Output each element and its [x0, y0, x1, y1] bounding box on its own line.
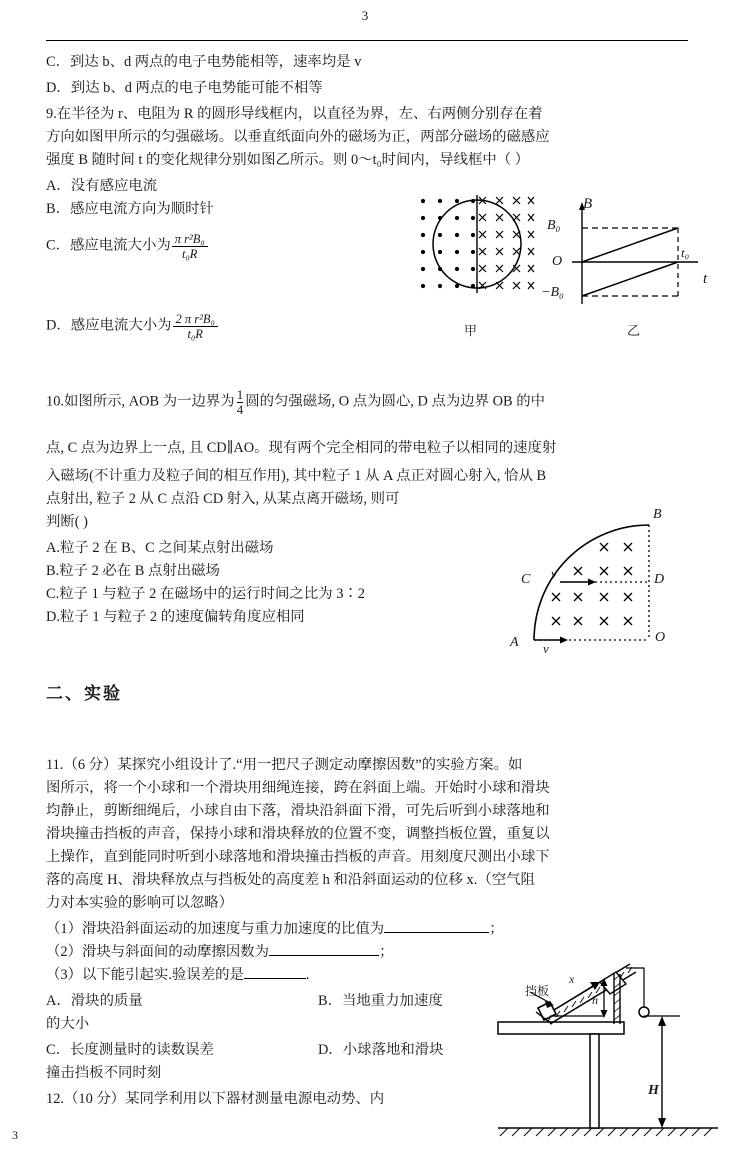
q9-graph-x-axis-label: t [703, 271, 708, 287]
q10-figure-label-D: D [654, 572, 665, 587]
q10-option-c-text: C.粒子 1 与粒子 2 在磁场中的运行时间之比为 3∶2 [46, 586, 365, 602]
q9-option-b-text: B．感应电流方向为顺时针 [46, 201, 214, 217]
q11-option-c [46, 1040, 214, 1061]
q11-line-4 [46, 824, 696, 845]
q10-option-d-text: D.粒子 1 与粒子 2 的速度偏转角度应相同 [46, 609, 305, 625]
q10-figure-label-O: O [655, 630, 666, 645]
q10-stem-line-4 [46, 489, 516, 510]
q11-answer-blank-1[interactable] [384, 932, 489, 933]
q10-stem-line-3 [46, 466, 696, 487]
q11-line-1-text: 11.（6 分）某探究小组设计了.“用一把尺子测定动摩擦因数”的实验方案。如 [46, 757, 523, 773]
q11-figure-h-label: h [592, 993, 598, 1007]
header-rule [46, 40, 688, 41]
q11-option-a-continuation [46, 1014, 89, 1035]
q11-line-5-text: 上操作，直到能同时听到小球落地和滑块撞击挡板的声音。用刻度尺测出小球下 [46, 849, 550, 865]
page-footer-number: 3 [12, 1128, 18, 1142]
q9-figure-jia [415, 193, 535, 313]
q10-stem-line-2 [46, 438, 696, 459]
q9-stem-line-2 [46, 127, 694, 148]
q10-stem-line-5 [46, 512, 88, 533]
q9-option-d [46, 312, 219, 343]
q9-option-d-numerator: 2 π r²B₀ [175, 312, 215, 326]
q10-figure-velocity-label-c: v [551, 566, 557, 581]
q11-option-a-text: A．滑块的质量 [46, 993, 143, 1009]
q10-stem-3-text: 入磁场(不计重力及粒子间的相互作用), 其中粒子 1 从 A 点正对圆心射入, 恰从 B [46, 468, 547, 484]
q11-line-7-text: 力对本实验的影响可以忽略） [46, 895, 234, 911]
q11-option-c-text: C．长度测量时的读数误差 [46, 1042, 214, 1058]
q11-option-b [318, 991, 443, 1012]
q11-option-b-text: B．当地重力加速度 [318, 993, 443, 1009]
q9-graph-x-tick: t₀ [681, 245, 690, 260]
q11-sub2-text: （2）滑块与斜面间的动摩擦因数为 [46, 944, 270, 960]
section-heading-experiment: 二、实验 [46, 684, 122, 703]
q8-option-d [46, 78, 686, 99]
q11-figure-x-label: x [569, 972, 575, 986]
q11-option-a-cont-text: 的大小 [46, 1016, 90, 1032]
q11-sub3-text: （3）以下能引起实.验误差的是 [46, 967, 244, 983]
q9-option-a [46, 176, 157, 197]
q11-line-1 [46, 755, 696, 776]
q11-sub1-tail: ； [489, 921, 504, 937]
page-header-number: 3 [361, 8, 369, 23]
q11-option-d-cont-text: 撞击挡板不同时刻 [46, 1065, 162, 1081]
q9-option-c-numerator: π r²B₀ [174, 232, 205, 246]
q11-figure-H-label: H [648, 1083, 659, 1098]
q10-option-b [46, 561, 220, 582]
q11-sub2-tail: ； [379, 944, 394, 960]
q9-option-d-label: D．感应电流大小为 [46, 317, 172, 334]
q10-stem-a-text: 10.如图所示, AOB 为一边界为 [46, 393, 235, 410]
q9-stem-3-text: 强度 B 随时间 t 的变化规律分别如图乙所示。则 0～t₀时间内，导线框中（ ） [46, 152, 530, 168]
q11-answer-blank-2[interactable] [269, 955, 379, 956]
q10-option-a-text: A.粒子 2 在 B、C 之间某点射出磁场 [46, 540, 274, 556]
q9-option-a-text: A．没有感应电流 [46, 178, 158, 194]
q11-line-4-text: 滑块撞击挡板的声音，保持小球和滑块释放的位置不变，调整挡板位置，重复以 [46, 826, 550, 842]
q10-figure-label-A: A [510, 635, 519, 650]
q11-sub-question-2 [46, 942, 393, 963]
q9-option-c-label: C．感应电流大小为 [46, 237, 171, 254]
q11-option-d-continuation [46, 1063, 161, 1084]
q10-option-a [46, 538, 273, 559]
q11-figure-baffle-label: 挡板 [525, 984, 550, 998]
q9-graph-y-tick-positive: B₀ [547, 218, 561, 233]
q10-fraction-denominator: 4 [236, 401, 244, 417]
q9-option-d-fraction [173, 312, 218, 343]
q9-graph-y-tick-negative: −B₀ [541, 285, 564, 300]
q9-stem-2-text: 方向如图甲所示的匀强磁场。以垂直纸面向外的磁场为正，两部分磁场的磁感应 [46, 129, 550, 145]
q11-option-d-text: D．小球落地和滑块 [318, 1042, 444, 1058]
q9-stem-line-3 [46, 150, 694, 171]
q9-option-c [46, 232, 209, 263]
q10-figure-velocity-label-a: v [543, 641, 549, 656]
q10-option-b-text: B.粒子 2 必在 B 点射出磁场 [46, 563, 220, 579]
q9-option-b [46, 199, 214, 220]
q11-option-a [46, 991, 143, 1012]
q11-answer-blank-3[interactable] [244, 978, 306, 979]
q10-figure [516, 507, 696, 662]
q11-sub-question-3 [46, 965, 309, 986]
q11-line-2 [46, 778, 696, 799]
q9-stem-line-1 [46, 104, 694, 125]
q8-option-c-text: C．到达 b、d 两点的电子电势能相等，速率均是 v [46, 54, 362, 70]
q11-line-6-text: 落的高度 H、滑块释放点与挡板处的高度差 h 和沿斜面运动的位移 x.（空气阻 [46, 872, 535, 888]
q9-stem-1-text: 9.在半径为 r、电阻为 R 的圆形导线框内，以直径为界，左、右两侧分别存在着 [46, 106, 543, 122]
q11-line-3-text: 均静止，剪断细绳后，小球自由下落，滑块沿斜面下滑，可先后听到小球落地和 [46, 803, 550, 819]
q9-graph-origin-label: O [552, 254, 563, 269]
q10-stem-b-text: 圆的匀强磁场, O 点为圆心, D 点为边界 OB 的中 [245, 393, 545, 410]
q11-line-6 [46, 870, 696, 891]
q11-sub-question-1 [46, 919, 504, 940]
q9-graph-y-axis-label: B [583, 196, 593, 212]
q9-option-d-denominator: t₀R [173, 326, 218, 343]
q12-line-1-text: 12.（10 分）某同学利用以下器材测量电源电动势、内 [46, 1091, 385, 1107]
q10-option-d [46, 607, 305, 628]
q11-line-2-text: 图所示，将一个小球和一个滑块用细绳连接，跨在斜面上端。开始时小球和滑块 [46, 780, 550, 796]
q12-line-1 [46, 1089, 384, 1110]
q10-option-c [46, 584, 365, 605]
q10-quarter-fraction [237, 388, 244, 418]
q11-line-7 [46, 893, 696, 914]
q11-line-5 [46, 847, 696, 868]
q11-sub1-text: （1）滑块沿斜面运动的加速度与重力加速度的比值为 [46, 921, 385, 937]
q8-option-c [46, 52, 686, 73]
q10-stem-5-text: 判断( ) [46, 514, 88, 530]
q10-figure-label-C: C [521, 572, 531, 587]
q9-option-c-fraction [172, 232, 208, 263]
q10-stem-4-text: 点射出, 粒子 2 从 C 点沿 CD 射入, 从某点离开磁场, 则可 [46, 491, 400, 507]
q11-sub3-tail: . [305, 967, 310, 983]
q10-fraction-numerator: 1 [236, 387, 244, 402]
q8-option-d-text: D．到达 b、d 两点的电子电势能可能不相等 [46, 80, 323, 96]
q9-figure-yi-caption: 乙 [627, 323, 641, 338]
q9-figure-jia-caption: 甲 [464, 323, 478, 338]
q9-figure-yi [552, 196, 702, 316]
q11-line-3 [46, 801, 696, 822]
q10-figure-label-B: B [653, 507, 662, 522]
q10-stem-2-text: 点, C 点为边界上一点, 且 CD∥AO。现有两个完全相同的带电粒子以相同的速度射 [46, 440, 557, 456]
q11-option-d [318, 1040, 444, 1061]
q9-option-c-denominator: t₀R [172, 246, 208, 263]
q10-stem-line-1 [46, 388, 545, 418]
